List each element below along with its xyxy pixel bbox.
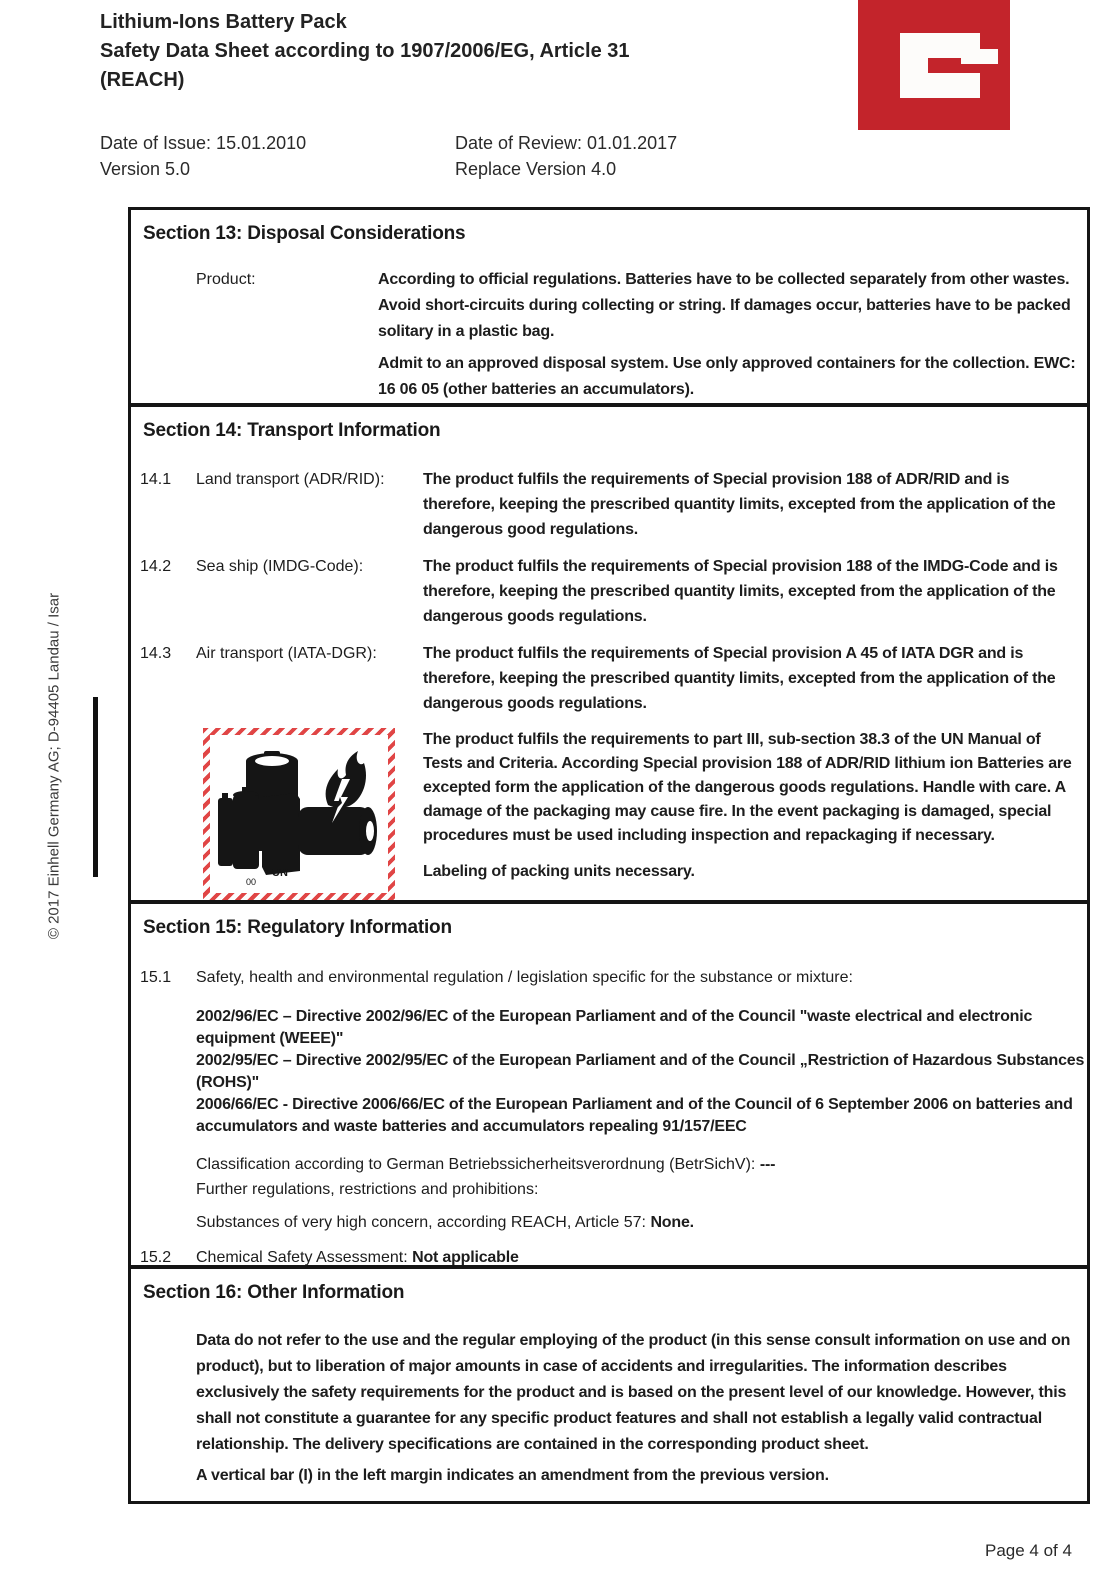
item-number: 14.2 — [140, 558, 172, 575]
product-label: Product: — [196, 271, 256, 288]
transport-mode-label: Sea ship (IMDG-Code): — [196, 558, 364, 575]
svhc-prefix: Substances of very high concern, according REACH, Article 57: — [196, 1214, 651, 1231]
section-15-title: Section 15: Regulatory Information — [143, 917, 452, 938]
regulation-intro-text: Safety, health and environmental regulation / legislation specific for the substance or mixture: — [196, 969, 853, 986]
item-number: 15.1 — [140, 969, 172, 986]
chemical-safety-value: Not applicable — [412, 1249, 519, 1265]
meta-issue-block — [100, 130, 306, 182]
item-number: 14.1 — [140, 471, 172, 488]
regulatory-row-152 — [140, 1245, 1077, 1265]
transport-text: The product fulfils the requirements of Special provision 188 of ADR/RID and is therefore, keeping the prescribed quantity limits, excepted from the application of the dangerous good regulations. — [423, 471, 1056, 538]
transport-row-sea — [140, 554, 1077, 629]
svhc-value: None. — [650, 1214, 694, 1231]
transport-row-air — [140, 641, 1077, 716]
section-13-disposal — [131, 210, 1087, 403]
lithium-battery-hazard-label-image — [203, 728, 395, 900]
document-title — [100, 8, 630, 95]
transport-mode-label: Air transport (IATA-DGR): — [196, 645, 377, 662]
labeling-note: Labeling of packing units necessary. — [423, 863, 695, 880]
regulatory-row-151 — [140, 965, 1077, 990]
version: Version 5.0 — [100, 159, 191, 179]
disclaimer-paragraph: Data do not refer to the use and the regular employing of the product (in this sense consult information on use and on product), but to liberation of major amounts in case of accidents and irregularities. The information describes exclusively the safety requirements for the product and is based on the present level of our knowledge. However, this shall not constitute a guarantee for any specific product features and shall not establish a legally valid contractual relationship. The delivery specifications are contained in the corresponding product sheet. — [196, 1332, 1071, 1453]
copyright-vertical-text: © 2017 Einhell Germany AG; D-94405 Landau / Isar — [45, 592, 63, 940]
lithium-battery-label-row — [203, 728, 1077, 900]
section-16-title: Section 16: Other Information — [143, 1282, 405, 1303]
directive-weee: 2002/96/EC – Directive 2002/96/EC of the European Parliament and of the Council "waste electrical and electronic equipment (WEEE)" — [196, 1008, 1033, 1047]
hazard-label-number-text: 00 — [246, 877, 257, 887]
un-manual-paragraph: The product fulfils the requirements to part III, sub-section 38.3 of the UN Manual of Tests and Criteria. According Special provision 188 of ADR/RID lithium ion Batteries are excepted form the application of the dangerous goods regulations. Handle with care. A damage of the packaging may cause fire. In the event packaging is damaged, special procedures must be used including inspection and repackaging if necessary. — [423, 731, 1072, 844]
chemical-safety-line — [196, 1245, 1077, 1265]
amendment-change-bar — [93, 697, 98, 877]
directive-batteries: 2006/66/EC - Directive 2006/66/EC of the European Parliament and of the Council of 6 September 2006 on batteries and accumulators and waste batteries and accumulators repealing 91/157/EEC — [196, 1096, 1073, 1135]
einhell-logo-icon — [858, 0, 1010, 130]
chemical-safety-prefix: Chemical Safety Assessment: — [196, 1249, 413, 1265]
eu-directives-paragraph — [196, 1006, 1087, 1138]
hazard-label-inner — [210, 735, 388, 893]
amendment-note: A vertical bar (I) in the left margin indicates an amendment from the previous version. — [196, 1467, 829, 1484]
classification-line — [196, 1152, 1077, 1177]
section-15-regulatory — [131, 900, 1087, 1265]
classification-value: --- — [759, 1156, 776, 1173]
meta-review-block — [455, 130, 677, 182]
transport-mode-label: Land transport (ADR/RID): — [196, 471, 385, 488]
svhc-line — [196, 1210, 1077, 1235]
sds-content-box — [128, 207, 1090, 1504]
section-13-title: Section 13: Disposal Considerations — [143, 223, 466, 244]
item-number: 14.3 — [140, 645, 172, 662]
classification-prefix: Classification according to German Betriebssicherheitsverordnung (BetrSichV): — [196, 1156, 760, 1173]
replace-version: Replace Version 4.0 — [455, 159, 617, 179]
date-of-review: Date of Review: 01.01.2017 — [455, 133, 678, 153]
item-number: 15.2 — [140, 1249, 172, 1265]
transport-text: The product fulfils the requirements of Special provision 188 of the IMDG-Code and is therefore, keeping the prescribed quantity limits, excepted from the application of the dangerous goods regulations. — [423, 558, 1058, 625]
document-title-line3: (REACH) — [100, 69, 185, 91]
document-title-line1: Lithium-Ions Battery Pack — [100, 11, 347, 33]
document-title-line2: Safety Data Sheet according to 1907/2006/EG, Article 31 — [100, 40, 630, 62]
section-13-product-row — [196, 267, 1077, 345]
date-of-issue: Date of Issue: 15.01.2010 — [100, 133, 307, 153]
section-16-other — [131, 1265, 1087, 1501]
directive-rohs: 2002/95/EC – Directive 2002/95/EC of the European Parliament and of the Council „Restriction of Hazardous Substances (ROHS)" — [196, 1052, 1085, 1091]
transport-text: The product fulfils the requirements of Special provision A 45 of IATA DGR and is therefore, keeping the prescribed quantity limits, excepted from the application of the dangerous goods regulations. — [423, 645, 1056, 712]
page-number: Page 4 of 4 — [985, 1541, 1072, 1560]
hazard-label-un-text: UN — [272, 867, 288, 879]
disposal-paragraph-1: According to official regulations. Batteries have to be collected separately from other wastes. Avoid short-circuits during collecting or string. If damages occur, batteries have to be packed solitary in a plastic bag. — [378, 271, 1071, 340]
battery-fire-icon — [210, 735, 388, 893]
section-14-transport — [131, 403, 1087, 900]
further-regulations-line: Further regulations, restrictions and prohibitions: — [196, 1181, 539, 1198]
transport-row-land — [140, 467, 1077, 542]
un-manual-text-block — [423, 728, 1073, 900]
disposal-paragraph-2: Admit to an approved disposal system. Use only approved containers for the collection. EWC: 16 06 05 (other batteries an accumulators). — [378, 355, 1076, 398]
section-14-title: Section 14: Transport Information — [143, 420, 441, 441]
